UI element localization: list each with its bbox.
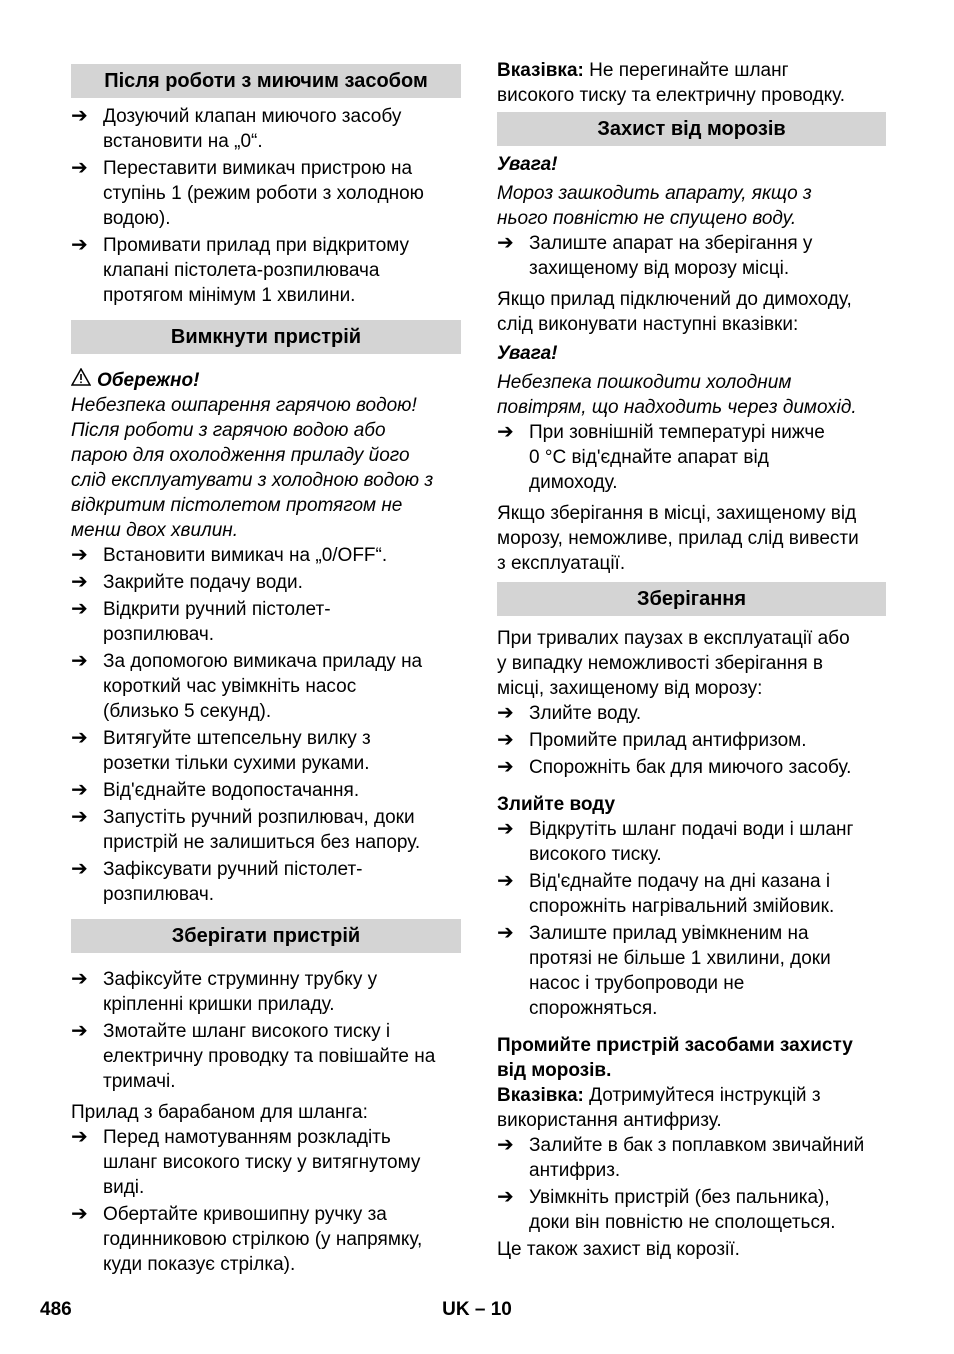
text-line: 0 °C від'єднайте апарат від (529, 447, 769, 468)
text-line: нього повністю не спущено воду. (497, 208, 797, 229)
attention-text-2 (497, 370, 886, 420)
arrow-right-icon: ➔ (71, 598, 88, 620)
text-line: Змотайте шланг високого тиску і (103, 1021, 391, 1042)
arrow-right-icon: ➔ (497, 756, 514, 778)
text-line: водою). (103, 208, 171, 229)
warning-label: Обережно! (97, 370, 200, 391)
text-line: з експлуатації. (497, 553, 626, 574)
arrow-right-icon: ➔ (71, 650, 88, 672)
list-item-text (529, 921, 886, 1021)
list-item-text (103, 726, 461, 776)
text-line: захищеному від морозу місці. (529, 258, 790, 279)
attention-label-1: Увага! (497, 154, 558, 175)
left-column (71, 64, 461, 1279)
list-item (497, 817, 886, 867)
list-hose-reel (71, 1125, 461, 1277)
arrow-right-icon: ➔ (497, 922, 514, 944)
list-item-text (103, 597, 461, 647)
text-line: протязі не більше 1 хвилини, доки (529, 948, 831, 969)
section-heading-after-detergent: Після роботи з миючим засобом (71, 64, 461, 98)
text-line: Після роботи з гарячою водою або (71, 420, 386, 441)
arrow-right-icon: ➔ (497, 421, 514, 443)
text-line: куди показує стрілка). (103, 1254, 296, 1275)
text-line: шланг високого тиску у витягнутому (103, 1152, 421, 1173)
text-line: Мороз зашкодить апарату, якщо з (497, 183, 812, 204)
list-frost-1 (497, 231, 886, 281)
text-line: слід виконувати наступні вказівки: (497, 314, 799, 335)
attention-label-2: Увага! (497, 343, 558, 364)
text-line: високого тиску та електричну проводку. (497, 85, 846, 106)
arrow-right-icon: ➔ (497, 1186, 514, 1208)
arrow-right-icon: ➔ (71, 105, 88, 127)
list-item-text (529, 869, 886, 919)
list-item-text (103, 649, 461, 724)
arrow-right-icon: ➔ (71, 727, 88, 749)
text-line: Не перегинайте шланг (589, 60, 789, 81)
list-item-text (103, 104, 461, 154)
text-line: протягом мінімум 1 хвилини. (103, 285, 356, 306)
list-item (71, 233, 461, 308)
text-line: Небезпека пошкодити холодним (497, 372, 792, 393)
hose-reel-paragraph: Прилад з барабаном для шланга: (71, 1102, 368, 1123)
text-line: розетки тільки сухими руками. (103, 753, 370, 774)
section-code: UK – 10 (442, 1299, 512, 1320)
list-item (497, 869, 886, 919)
text-line: високого тиску. (529, 844, 662, 865)
list-item-text (103, 543, 461, 568)
text-line: слід експлуатувати з холодною водою з (71, 470, 434, 491)
list-item (71, 570, 461, 595)
section-heading-storage: Зберігання (497, 582, 886, 616)
text-line: За допомогою вимикача приладу на (103, 651, 423, 672)
text-line: Спорожніть бак для миючого засобу. (529, 757, 852, 778)
list-item (71, 649, 461, 724)
warning-triangle-icon (71, 368, 97, 393)
text-line: Залийте в бак з поплавком звичайний (529, 1135, 865, 1156)
text-line: Залиште апарат на зберігання у (529, 233, 813, 254)
list-item (497, 1133, 886, 1183)
text-line: Закрийте подачу води. (103, 572, 303, 593)
decommission-paragraph (497, 501, 886, 576)
text-line: Запустіть ручний розпилювач, доки (103, 807, 415, 828)
text-line: Дозуючий клапан миючого засобу (103, 106, 402, 127)
list-item-text (103, 1202, 461, 1277)
arrow-right-icon: ➔ (71, 858, 88, 880)
text-line: Обертайте кривошипну ручку за (103, 1204, 387, 1225)
list-item (71, 1202, 461, 1277)
text-line: Витягуйте штепсельну вилку з (103, 728, 371, 749)
section-heading-frost-protection: Захист від морозів (497, 112, 886, 146)
text-line: Промийте пристрій засобами захисту (497, 1035, 853, 1056)
subheading-antifreeze (497, 1033, 886, 1083)
text-line: місці, захищеному від морозу: (497, 678, 763, 699)
list-item (71, 1125, 461, 1200)
text-line: Від'єднайте подачу на дні казана і (529, 871, 831, 892)
arrow-right-icon: ➔ (497, 818, 514, 840)
list-item-text (103, 156, 461, 231)
arrow-right-icon: ➔ (71, 157, 88, 179)
text-line: спорожніть нагрівальний змійовик. (529, 896, 835, 917)
list-item (497, 420, 886, 495)
arrow-right-icon: ➔ (497, 1134, 514, 1156)
text-line: ступінь 1 (режим роботи з холодною (103, 183, 424, 204)
text-line: виді. (103, 1177, 145, 1198)
text-line: тримачі. (103, 1071, 176, 1092)
list-item-text (103, 857, 461, 907)
list-item-text (529, 701, 886, 726)
text-line: від морозів. (497, 1060, 612, 1081)
list-switch-off (71, 543, 461, 907)
list-item (71, 726, 461, 776)
text-line: Зафіксуйте струминну трубку у (103, 969, 378, 990)
list-item-text (103, 1125, 461, 1200)
arrow-right-icon: ➔ (71, 1126, 88, 1148)
list-frost-2 (497, 420, 886, 495)
text-line: короткий час увімкніть насос (103, 676, 357, 697)
warning-label-row (71, 368, 461, 393)
list-item-text (529, 755, 886, 780)
list-item-text (529, 420, 886, 495)
text-line: Увімкніть пристрій (без пальника), (529, 1187, 830, 1208)
list-item (71, 778, 461, 803)
arrow-right-icon: ➔ (497, 232, 514, 254)
storage-paragraph (497, 626, 886, 701)
list-item (71, 543, 461, 568)
text-line: кріпленні кришки приладу. (103, 994, 335, 1015)
list-item (497, 1185, 886, 1235)
text-line: клапані пістолета-розпилювача (103, 260, 380, 281)
arrow-right-icon: ➔ (71, 806, 88, 828)
text-line: встановити на „0“. (103, 131, 263, 152)
attention-text-1 (497, 181, 886, 231)
text-line: пристрій не залишиться без напору. (103, 832, 421, 853)
list-item (71, 967, 461, 1017)
text-line: Від'єднайте водопостачання. (103, 780, 360, 801)
arrow-right-icon: ➔ (71, 571, 88, 593)
text-line: При тривалих паузах в експлуатації або (497, 628, 850, 649)
text-line: (близько 5 секунд). (103, 701, 272, 722)
list-item (497, 755, 886, 780)
list-item-text (529, 728, 886, 753)
arrow-right-icon: ➔ (71, 234, 88, 256)
text-line: відкритим пістолетом протягом не (71, 495, 403, 516)
list-item-text (103, 570, 461, 595)
section-heading-store-device: Зберігати пристрій (71, 919, 461, 953)
chimney-paragraph (497, 287, 886, 337)
note-antifreeze (497, 1083, 886, 1133)
warning-text (71, 393, 461, 543)
text-line: розпилювач. (103, 624, 215, 645)
text-line: Відкрутіть шланг подачі води і шланг (529, 819, 854, 840)
list-item (71, 857, 461, 907)
arrow-right-icon: ➔ (71, 779, 88, 801)
list-drain-water (497, 817, 886, 1021)
text-line: Злийте воду. (529, 703, 642, 724)
corrosion-paragraph: Це також захист від корозії. (497, 1239, 740, 1260)
list-item (71, 156, 461, 231)
text-line: Дотримуйтеся інструкцій з (589, 1085, 821, 1106)
list-item-text (103, 1019, 461, 1094)
text-line: спорожняться. (529, 998, 658, 1019)
section-heading-switch-off: Вимкнути пристрій (71, 320, 461, 354)
list-item (71, 597, 461, 647)
list-item (497, 921, 886, 1021)
list-item-text (103, 233, 461, 308)
page-number: 486 (40, 1299, 72, 1320)
text-line: використання антифризу. (497, 1110, 722, 1131)
list-antifreeze (497, 1133, 886, 1235)
text-line: Якщо зберігання в місці, захищеному від (497, 503, 857, 524)
list-storage (497, 701, 886, 780)
list-item-text (529, 1185, 886, 1235)
text-line: Промивати прилад при відкритому (103, 235, 410, 256)
list-item (497, 231, 886, 281)
text-line: розпилювач. (103, 884, 215, 905)
note-label: Вказівка: (497, 1085, 584, 1106)
list-store-device (71, 967, 461, 1094)
text-line: електричну проводку та повішайте на (103, 1046, 436, 1067)
text-line: Переставити вимикач пристрою на (103, 158, 413, 179)
list-item-text (103, 778, 461, 803)
list-item-text (103, 805, 461, 855)
arrow-right-icon: ➔ (71, 968, 88, 990)
text-line: При зовнішній температурі нижче (529, 422, 825, 443)
text-line: доки він повністю не сполощеться. (529, 1212, 836, 1233)
arrow-right-icon: ➔ (71, 544, 88, 566)
list-item (71, 1019, 461, 1094)
text-line: Перед намотуванням розкладіть (103, 1127, 391, 1148)
text-line: Якщо прилад підключений до димоходу, (497, 289, 852, 310)
text-line: морозу, неможливе, прилад слід вивести (497, 528, 859, 549)
text-line: Відкрити ручний пістолет- (103, 599, 331, 620)
right-column (497, 58, 886, 1262)
list-item (71, 805, 461, 855)
list-item (497, 728, 886, 753)
text-line: Небезпека ошпарення гарячою водою! (71, 395, 417, 416)
text-line: менш двох хвилин. (71, 520, 239, 541)
arrow-right-icon: ➔ (71, 1020, 88, 1042)
list-item-text (529, 1133, 886, 1183)
text-line: у випадку неможливості зберігання в (497, 653, 824, 674)
text-line: насос і трубопроводи не (529, 973, 745, 994)
text-line: повітрям, що надходить через димохід. (497, 397, 857, 418)
arrow-right-icon: ➔ (497, 729, 514, 751)
text-line: Встановити вимикач на „0/OFF“. (103, 545, 388, 566)
subheading-drain-water: Злийте воду (497, 794, 616, 815)
arrow-right-icon: ➔ (497, 870, 514, 892)
text-line: димоходу. (529, 472, 618, 493)
list-item-text (529, 231, 886, 281)
list-item (497, 701, 886, 726)
list-after-detergent (71, 104, 461, 308)
note-hose (497, 58, 886, 108)
text-line: Залиште прилад увімкненим на (529, 923, 809, 944)
text-line: парою для охолодження приладу його (71, 445, 410, 466)
text-line: Промийте прилад антифризом. (529, 730, 807, 751)
arrow-right-icon: ➔ (497, 702, 514, 724)
text-line: Зафіксувати ручний пістолет- (103, 859, 363, 880)
note-label: Вказівка: (497, 60, 584, 81)
text-line: годинниковою стрілкою (у напрямку, (103, 1229, 423, 1250)
list-item-text (529, 817, 886, 867)
arrow-right-icon: ➔ (71, 1203, 88, 1225)
text-line: антифриз. (529, 1160, 621, 1181)
list-item-text (103, 967, 461, 1017)
list-item (71, 104, 461, 154)
